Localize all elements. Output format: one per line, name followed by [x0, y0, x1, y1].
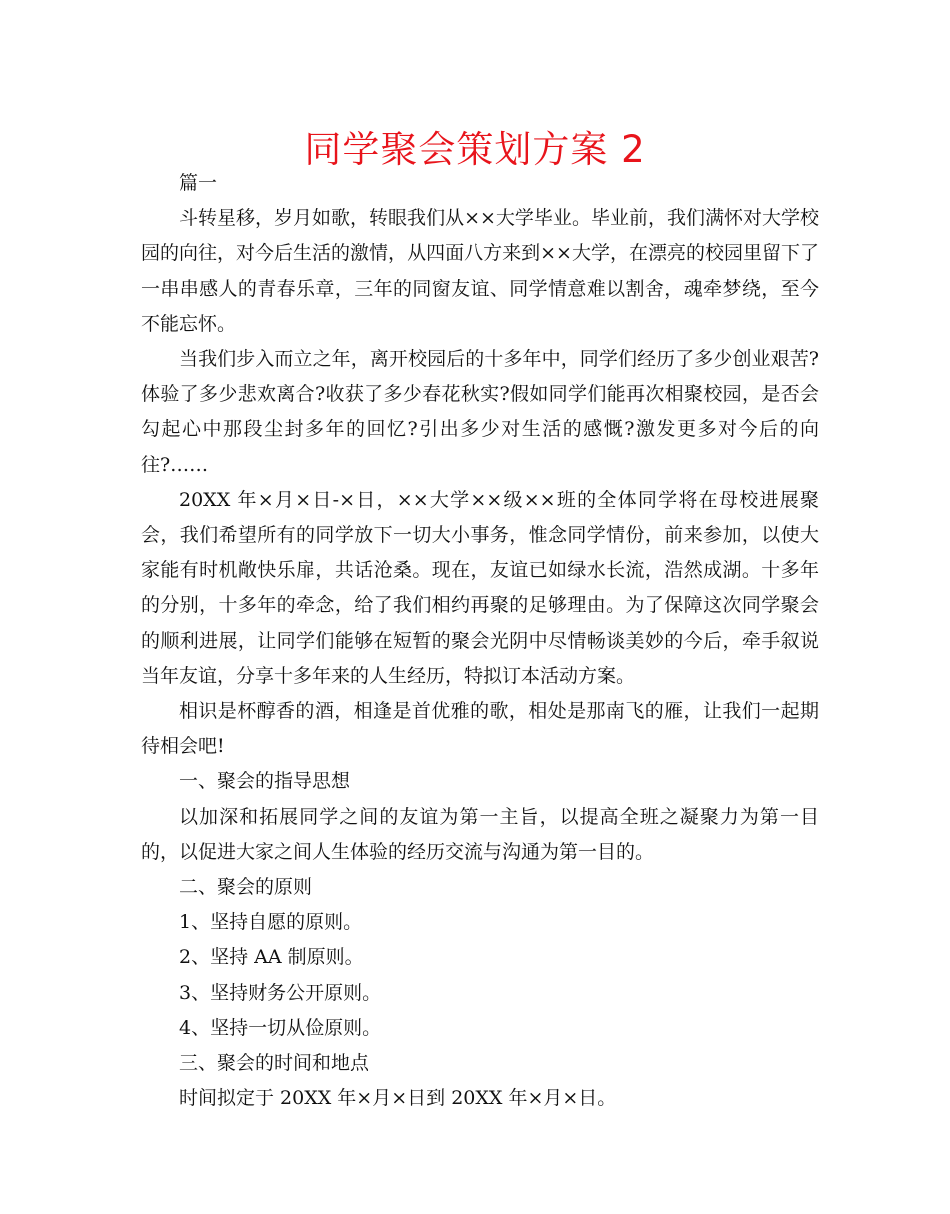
paragraph: 时间拟定于 20XX 年×月×日到 20XX 年×月×日。	[179, 1087, 617, 1110]
section-heading: 三、聚会的时间和地点	[179, 1052, 370, 1075]
section-label: 篇一	[179, 172, 218, 194]
paragraph: 斗转星移，岁月如歌，转眼我们从××大学毕业。毕业前，我们满怀对大学校园的向往，对今后生活的激情，从四面八方来到××大学，在漂亮的校园里留下了一串串感人的青春乐章，三年的同窗友谊、同学情意难以割舍，魂牵梦绕，至今不能忘怀。	[141, 207, 819, 335]
document-title: 同学聚会策划方案 2	[304, 128, 646, 171]
list-item: 3、坚持财务公开原则。	[179, 981, 382, 1004]
paragraph: 相识是杯醇香的酒，相逢是首优雅的歌，相处是那南飞的雁，让我们一起期待相会吧!	[141, 700, 819, 758]
list-item: 2、坚持 AA 制原则。	[179, 946, 364, 969]
section-heading: 二、聚会的原则	[179, 876, 313, 899]
paragraph: 20XX 年×月×日-×日，××大学××级××班的全体同学将在母校进展聚会，我们希望所有的同学放下一切大小事务，惟念同学情份，前来参加，以使大家能有时机敞快乐扉，共话沧桑。现在，友谊已如绿水长流，浩然成湖。十多年的分别，十多年的牵念，给了我们相约再聚的足够理由。为了保障这次同学聚会的顺利进展，让同学们能够在短暂的聚会光阴中尽情畅谈美妙的今后，牵手叙说当年友谊，分享十多年来的人生经历，特拟订本活动方案。	[141, 488, 819, 687]
document-body	[141, 166, 819, 1116]
section-heading: 一、聚会的指导思想	[179, 770, 351, 793]
list-item: 4、坚持一切从俭原则。	[179, 1016, 382, 1039]
list-item: 1、坚持自愿的原则。	[179, 911, 363, 934]
paragraph: 当我们步入而立之年，离开校园后的十多年中，同学们经历了多少创业艰苦?体验了多少悲欢离合?收获了多少春花秋实?假如同学们能再次相聚校园，是否会勾起心中那段尘封多年的回忆?引出多少对生活的感慨?激发更多对今后的向往?……	[141, 348, 819, 476]
paragraph: 以加深和拓展同学之间的友谊为第一主旨，以提高全班之凝聚力为第一目的，以促进大家之间人生体验的经历交流与沟通为第一目的。	[141, 805, 819, 863]
